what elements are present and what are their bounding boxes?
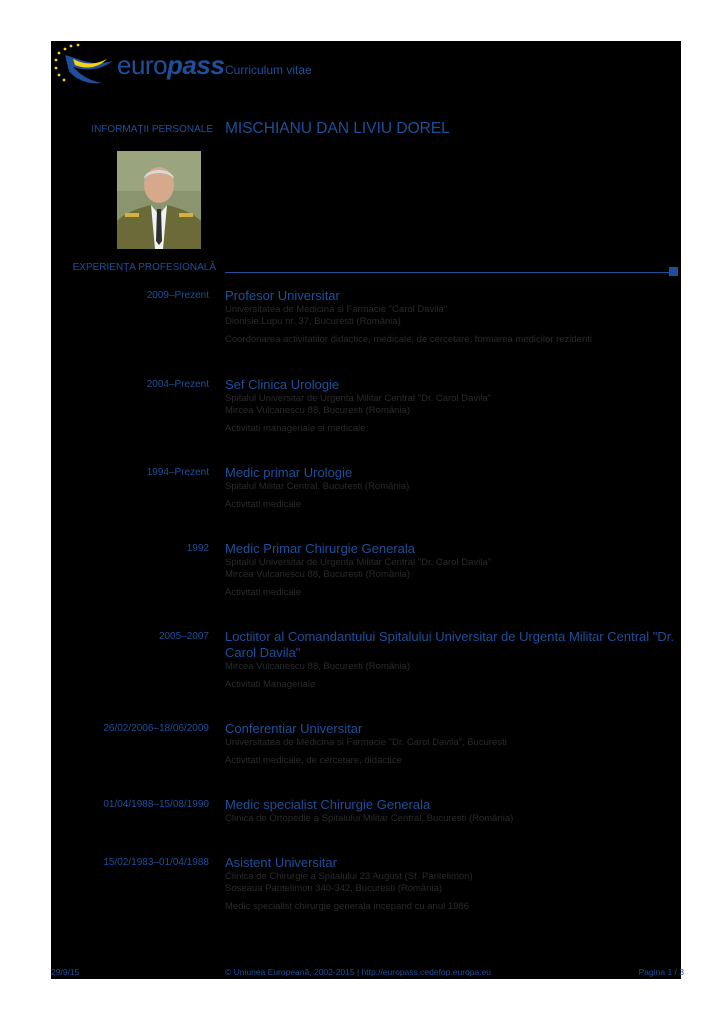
entry-date: 15/02/1983–01/04/1988 xyxy=(103,857,209,868)
entry-role: Asistent Universitar xyxy=(225,855,337,870)
entry-description: Activitati manageriale si medicale xyxy=(225,423,366,434)
entry-role: Loctiitor al Comandantului Spitalului Universitar de Urgenta Militar Central "Dr. Carol Davila" xyxy=(225,629,674,660)
footer-copyright: © Uniunea Europeană, 2002-2015 | http://europass.cedefop.europa.eu xyxy=(225,967,492,977)
entry-description: Activitati medicale xyxy=(225,499,302,510)
entry-employer: Universitatea de Medicina si Farmacie "Dr. Carol Davila", Bucuresti xyxy=(225,737,507,748)
entry-date: 2004–Prezent xyxy=(146,379,209,390)
entry-date: 2005–2007 xyxy=(158,631,209,642)
entry-employer: Spitalul Universitar de Urgenta Militar Central "Dr. Carol Davila" xyxy=(225,393,491,404)
entry-description: Activitati medicale xyxy=(225,587,302,598)
entry-date: 2009–Prezent xyxy=(146,290,209,301)
entry-address: Mircea Vulcanescu 88, Bucuresti (România) xyxy=(225,405,410,416)
entry-address: Soseaua Pantelimon 340-342, Bucuresti (România) xyxy=(225,883,443,894)
entry-description: Medic specialist chirurgie generala incepand cu anul 1986 xyxy=(225,901,469,912)
entry-employer: Spitalul Militar Central, Bucuresti (România) xyxy=(225,481,410,492)
entry-role: Profesor Universitar xyxy=(225,288,340,303)
entry-address: Mircea Vulcanescu 88, Bucuresti (România) xyxy=(225,569,410,580)
entry-date: 1992 xyxy=(186,543,209,554)
entry-role: Sef Clinica Urologie xyxy=(225,377,340,392)
entry-role: Medic specialist Chirurgie Generala xyxy=(225,797,431,812)
document-title: Curriculum vitae xyxy=(225,63,312,77)
experience-label: EXPERIENŢA PROFESIONALĂ xyxy=(72,262,216,273)
entry-employer: Clinica de Chirurgie a Spitalului 23 August (Sf. Pantelimon) xyxy=(225,871,473,882)
person-name: MISCHIANU DAN LIVIU DOREL xyxy=(225,120,450,137)
eu-stars-icon xyxy=(51,41,121,91)
section-divider xyxy=(225,272,672,273)
europass-logo xyxy=(51,41,225,91)
entry-date: 1994–Prezent xyxy=(146,467,209,478)
entry-address: Mircea Vulcanescu 88, Bucuresti (România) xyxy=(225,661,410,672)
entry-employer: Spitalul Universitar de Urgenta Militar Central "Dr. Carol Davila" xyxy=(225,557,491,568)
entry-role: Conferentiar Universitar xyxy=(225,721,363,736)
entry-date: 01/04/1988–15/08/1990 xyxy=(103,799,209,810)
entry-description: Coordonarea activitatilor didactice, medicale, de cercetare, formarea medicilor rezidenti xyxy=(225,334,592,345)
footer-page-number: Pagina 1 / 3 xyxy=(638,967,684,977)
entry-role: Medic primar Urologie xyxy=(225,465,353,480)
entry-date: 26/02/2006–18/06/2009 xyxy=(103,723,209,734)
profile-photo xyxy=(117,151,201,249)
entry-role: Medic Primar Chirurgie Generala xyxy=(225,541,416,556)
entry-description: Activitati medicale, de cercetare, didactice xyxy=(225,755,402,766)
entry-address: Dionisie Lupu nr. 37, Bucuresti (România) xyxy=(225,316,401,327)
personal-info-label: INFORMAŢII PERSONALE xyxy=(91,124,213,135)
cv-page xyxy=(51,41,681,979)
section-marker xyxy=(669,267,678,276)
entry-employer: Universitatea de Medicina si Farmacie "Carol Davila" xyxy=(225,304,448,315)
footer-date: 29/9/15 xyxy=(51,967,80,977)
logo-wordmark: europass xyxy=(117,50,225,80)
entry-employer: Clinica de Ortopedie a Spitalului Militar Central, Bucuresti (România) xyxy=(225,813,514,824)
entry-description: Activitati Manageriale xyxy=(225,679,316,690)
